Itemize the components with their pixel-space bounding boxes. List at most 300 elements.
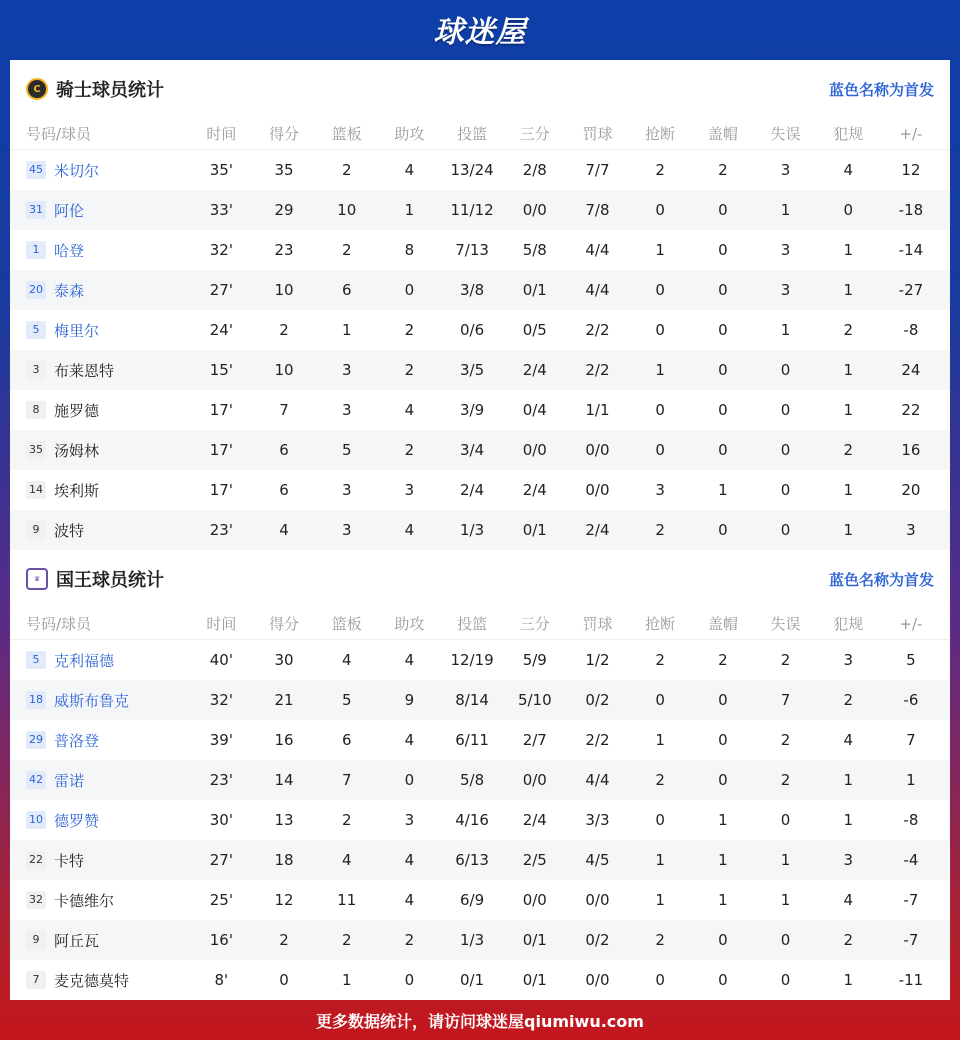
stat-cell: 11	[337, 891, 357, 909]
stats-panel	[10, 60, 950, 1000]
stat-cell: 1	[780, 851, 791, 869]
stat-cell: 2/4	[585, 521, 610, 539]
stat-cell: 0	[404, 281, 415, 299]
stat-cell: -14	[898, 241, 924, 259]
stat-cell: 4	[843, 161, 853, 179]
stat-cell: 13/24	[450, 161, 494, 179]
player-row[interactable]	[10, 150, 950, 190]
stat-cell: 7/7	[585, 161, 610, 179]
player-row[interactable]	[10, 310, 950, 350]
jersey-number-badge: 18	[26, 691, 46, 709]
stat-cell: 2	[718, 651, 728, 669]
stat-cell: 5	[906, 651, 916, 669]
stat-cell: 1	[843, 281, 853, 299]
stat-cell: 10	[337, 201, 357, 219]
player-row[interactable]	[10, 190, 950, 230]
team-title: 骑士球员统计	[56, 80, 164, 101]
stat-cell: 1	[718, 481, 728, 499]
stat-cell: 32'	[209, 691, 233, 709]
stat-cell: 2	[843, 321, 853, 339]
stat-cell: 1	[780, 891, 791, 909]
stat-cell: 24	[901, 361, 921, 379]
stat-cell: 0	[780, 481, 791, 499]
stat-cell: 1/3	[460, 521, 485, 539]
stat-cell: 2/4	[460, 481, 485, 499]
stat-cell: 1	[780, 321, 791, 339]
stat-cell: 7/8	[585, 201, 610, 219]
player-row[interactable]	[10, 760, 950, 800]
cavaliers-logo-icon: C	[26, 78, 48, 100]
stat-cell: 3/8	[460, 281, 485, 299]
stat-cell: 0/0	[522, 201, 547, 219]
jersey-number-badge: 3	[26, 361, 46, 379]
stat-cell: 2/4	[522, 811, 547, 829]
stat-cell: 3	[780, 281, 791, 299]
stat-cell: 3	[404, 481, 415, 499]
stat-cell: 7/13	[455, 241, 489, 259]
stat-cell: 0	[780, 521, 791, 539]
stat-cell: 3	[341, 361, 352, 379]
player-row[interactable]	[10, 840, 950, 880]
stat-cell: 0	[843, 201, 853, 219]
team-header	[10, 550, 950, 608]
stat-cell: 0	[655, 401, 665, 419]
stat-cell: 1	[843, 481, 853, 499]
column-header[interactable]: 失误	[770, 615, 801, 633]
stat-cell: 1/3	[460, 931, 485, 949]
player-row[interactable]	[10, 510, 950, 550]
player-name: 布莱恩特	[54, 361, 115, 380]
column-header[interactable]: 助攻	[394, 125, 425, 143]
stat-cell: 1	[341, 971, 352, 989]
stat-cell: 2	[279, 321, 289, 339]
player-cell	[10, 160, 190, 181]
brand-header	[0, 0, 960, 58]
stat-cell: 1	[843, 971, 853, 989]
column-header[interactable]: 三分	[519, 615, 550, 633]
stat-cell: 1	[843, 521, 853, 539]
stat-cell: 4	[404, 651, 415, 669]
player-row[interactable]	[10, 390, 950, 430]
stat-cell: 2/2	[585, 361, 610, 379]
player-row[interactable]	[10, 880, 950, 920]
jersey-number-badge: 14	[26, 481, 46, 499]
stat-cell: 4	[404, 521, 415, 539]
stat-cell: 0	[655, 441, 665, 459]
column-header[interactable]: 罚球	[582, 615, 613, 633]
stat-cell: 0/5	[522, 321, 547, 339]
column-header[interactable]: 盖帽	[707, 615, 738, 633]
jersey-number-badge: 45	[26, 161, 46, 179]
player-cell	[10, 200, 190, 221]
stat-cell: 2	[341, 811, 352, 829]
stat-cell: 0	[780, 811, 791, 829]
player-row[interactable]	[10, 230, 950, 270]
stat-cell: 5	[341, 441, 352, 459]
stat-cell: 4	[404, 401, 415, 419]
stat-cell: 2	[404, 361, 415, 379]
column-header[interactable]: 抢断	[645, 615, 676, 633]
column-header[interactable]: 罚球	[582, 125, 613, 143]
stat-cell: 1	[341, 321, 352, 339]
player-name: 卡特	[54, 851, 85, 870]
stat-cell: 3	[780, 241, 791, 259]
stat-cell: 5/8	[460, 771, 485, 789]
stat-cell: 13	[274, 811, 294, 829]
player-row[interactable]	[10, 470, 950, 510]
jersey-number-badge: 10	[26, 811, 46, 829]
player-name[interactable]: 泰森	[54, 281, 85, 300]
stat-cell: 10	[274, 361, 294, 379]
stat-cell: 2	[780, 771, 791, 789]
stat-cell: 1	[718, 811, 728, 829]
stat-cell: -8	[903, 321, 919, 339]
stat-cell: 2	[843, 931, 853, 949]
stat-cell: 0	[718, 521, 728, 539]
stat-cell: 0/1	[460, 971, 485, 989]
player-row[interactable]	[10, 350, 950, 390]
stat-cell: 0/2	[585, 931, 610, 949]
player-row[interactable]	[10, 640, 950, 680]
stat-cell: 9	[404, 691, 415, 709]
stat-cell: 10	[274, 281, 294, 299]
stat-cell: 16	[274, 731, 294, 749]
stat-cell: 14	[274, 771, 294, 789]
player-cell	[10, 480, 190, 501]
stat-cell: 29	[274, 201, 294, 219]
player-name: 汤姆林	[54, 441, 100, 460]
player-cell	[10, 930, 190, 951]
stat-cell: 0	[718, 281, 728, 299]
stat-cell: 3	[843, 651, 853, 669]
column-header[interactable]: 得分	[269, 615, 300, 633]
stat-cell: 0	[718, 691, 728, 709]
stat-cell: 3/9	[460, 401, 485, 419]
stat-cell: 3	[655, 481, 665, 499]
column-header[interactable]: 投篮	[457, 125, 488, 143]
player-name: 麦克德莫特	[54, 971, 130, 990]
stat-cell: 4/16	[455, 811, 489, 829]
stat-cell: 3/3	[585, 811, 610, 829]
jersey-number-badge: 9	[26, 931, 46, 949]
stat-cell: 2/4	[522, 361, 547, 379]
stat-cell: 7	[906, 731, 916, 749]
player-name[interactable]: 克利福德	[54, 651, 115, 670]
stat-cell: 8	[404, 241, 415, 259]
column-header[interactable]: +/-	[899, 124, 923, 143]
team-title: 国王球员统计	[56, 570, 164, 591]
stat-cell: 0	[718, 771, 728, 789]
stat-cell: 5/9	[522, 651, 547, 669]
stat-cell: -7	[903, 931, 919, 949]
jersey-number-badge: 1	[26, 241, 46, 259]
stat-cell: 0	[718, 731, 728, 749]
stat-cell: 3/4	[460, 441, 485, 459]
stat-cell: 4	[404, 891, 415, 909]
stat-cell: 4	[341, 651, 352, 669]
stat-cell: 4	[843, 731, 853, 749]
stat-cell: 0	[718, 971, 728, 989]
stat-cell: 0	[718, 441, 728, 459]
stat-cell: 4	[341, 851, 352, 869]
stat-cell: 2/5	[522, 851, 547, 869]
kings-logo-icon: ♛	[26, 568, 48, 590]
stat-cell: 1/2	[585, 651, 610, 669]
stat-cell: 6/13	[455, 851, 489, 869]
jersey-number-badge: 35	[26, 441, 46, 459]
column-header-row	[10, 608, 950, 640]
stat-cell: 0	[718, 931, 728, 949]
stat-cell: 0	[718, 241, 728, 259]
stat-cell: 5	[341, 691, 352, 709]
stat-cell: 17'	[209, 441, 233, 459]
stat-cell: 2	[655, 651, 665, 669]
stat-cell: 4/4	[585, 771, 610, 789]
column-header[interactable]: 犯规	[833, 125, 864, 143]
stat-cell: -4	[903, 851, 919, 869]
stat-cell: 3	[906, 521, 916, 539]
stat-cell: 2	[780, 731, 791, 749]
player-name[interactable]: 普洛登	[54, 731, 100, 750]
column-header[interactable]: 得分	[269, 125, 300, 143]
stat-cell: 16	[901, 441, 921, 459]
stat-cell: 1/1	[585, 401, 610, 419]
stat-cell: 12	[901, 161, 921, 179]
stat-cell: 0	[780, 441, 791, 459]
stat-cell: 12	[274, 891, 294, 909]
stat-cell: 4	[843, 891, 853, 909]
stat-cell: 0/1	[522, 521, 547, 539]
player-row[interactable]	[10, 920, 950, 960]
player-name: 施罗德	[54, 401, 100, 420]
stat-cell: 4	[404, 851, 415, 869]
stat-cell: 0/2	[585, 691, 610, 709]
jersey-number-badge: 7	[26, 971, 46, 989]
stat-cell: 2	[718, 161, 728, 179]
column-header[interactable]: 助攻	[394, 615, 425, 633]
stat-cell: 3	[341, 401, 352, 419]
stat-cell: 0	[655, 691, 665, 709]
column-header[interactable]: 时间	[206, 615, 237, 633]
player-row[interactable]	[10, 720, 950, 760]
player-cell	[10, 440, 190, 461]
stat-cell: 30'	[209, 811, 233, 829]
player-cell	[10, 810, 190, 831]
stat-cell: 2/2	[585, 321, 610, 339]
stat-cell: 1	[655, 731, 665, 749]
stat-cell: 2/8	[522, 161, 547, 179]
column-header[interactable]: 投篮	[457, 615, 488, 633]
stat-cell: 0/6	[460, 321, 485, 339]
stat-cell: 1	[843, 361, 853, 379]
player-row[interactable]	[10, 270, 950, 310]
column-header[interactable]: 篮板	[331, 615, 362, 633]
column-header[interactable]: 号码/球员	[26, 125, 92, 143]
column-header[interactable]: 抢断	[645, 125, 676, 143]
stat-cell: 1	[718, 851, 728, 869]
stat-cell: 17'	[209, 401, 233, 419]
column-header[interactable]: 犯规	[833, 615, 864, 633]
stat-cell: 4/4	[585, 241, 610, 259]
stat-cell: 2/4	[522, 481, 547, 499]
starter-legend-note: 蓝色名称为首发	[828, 570, 934, 589]
stat-cell: 0	[718, 401, 728, 419]
jersey-number-badge: 9	[26, 521, 46, 539]
stat-cell: 30	[274, 651, 294, 669]
player-row[interactable]	[10, 430, 950, 470]
player-cell	[10, 360, 190, 381]
stat-cell: 23	[274, 241, 294, 259]
jersey-number-badge: 5	[26, 651, 46, 669]
stat-cell: 8/14	[455, 691, 489, 709]
stat-cell: 11/12	[450, 201, 494, 219]
team-header	[10, 60, 950, 118]
stat-cell: 1	[780, 201, 791, 219]
stat-cell: 22	[901, 401, 921, 419]
footer-banner[interactable]: 更多数据统计，请访问球迷屋qiumiwu.com	[316, 1011, 644, 1031]
stat-cell: 2	[279, 931, 289, 949]
column-header[interactable]: 失误	[770, 125, 801, 143]
stat-cell: 1	[843, 401, 853, 419]
stat-cell: -27	[898, 281, 924, 299]
column-header[interactable]: 篮板	[331, 125, 362, 143]
stat-cell: 2	[655, 931, 665, 949]
stat-cell: 6	[341, 731, 352, 749]
stat-cell: 6	[341, 281, 352, 299]
stat-cell: 3	[843, 851, 853, 869]
stat-cell: 8'	[214, 971, 229, 989]
stat-cell: 1	[718, 891, 728, 909]
stat-cell: 5/10	[517, 691, 552, 709]
player-name: 阿丘瓦	[54, 931, 100, 950]
stat-cell: 12/19	[450, 651, 494, 669]
stat-cell: 7	[341, 771, 352, 789]
column-header[interactable]: 时间	[206, 125, 237, 143]
stat-cell: -6	[903, 691, 919, 709]
player-cell	[10, 400, 190, 421]
stat-cell: 15'	[209, 361, 233, 379]
stat-cell: 2	[404, 321, 415, 339]
column-header-row	[10, 118, 950, 150]
stat-cell: 23'	[209, 771, 233, 789]
stat-cell: 6	[279, 481, 289, 499]
stat-cell: 25'	[209, 891, 233, 909]
stat-cell: 35	[274, 161, 294, 179]
player-cell	[10, 240, 190, 261]
stat-cell: 0	[655, 321, 665, 339]
stat-cell: 23'	[209, 521, 233, 539]
player-name[interactable]: 米切尔	[54, 161, 100, 180]
starter-legend-note: 蓝色名称为首发	[828, 80, 934, 99]
stat-cell: 6	[279, 441, 289, 459]
player-name[interactable]: 德罗赞	[54, 811, 100, 830]
stat-cell: -18	[898, 201, 924, 219]
stat-cell: 3/5	[460, 361, 485, 379]
stat-cell: 0	[655, 811, 665, 829]
stat-cell: 39'	[209, 731, 233, 749]
stat-cell: 0	[404, 771, 415, 789]
jersey-number-badge: 8	[26, 401, 46, 419]
player-name: 埃利斯	[54, 481, 100, 500]
stat-cell: 0/0	[522, 771, 547, 789]
player-name[interactable]: 威斯布鲁克	[54, 691, 130, 710]
player-cell	[10, 320, 190, 341]
column-header[interactable]: +/-	[899, 614, 923, 633]
stat-cell: 0	[404, 971, 415, 989]
stat-cell: 27'	[209, 281, 233, 299]
jersey-number-badge: 20	[26, 281, 46, 299]
stat-cell: 0	[655, 971, 665, 989]
player-row[interactable]	[10, 800, 950, 840]
stat-cell: 4	[404, 161, 415, 179]
kings-section	[10, 550, 950, 1000]
player-row[interactable]	[10, 960, 950, 1000]
stat-cell: 3	[341, 481, 352, 499]
stat-cell: 1	[843, 771, 853, 789]
stat-cell: 2/7	[522, 731, 547, 749]
stat-cell: 33'	[209, 201, 233, 219]
stat-cell: 0	[655, 201, 665, 219]
stat-cell: 0/0	[585, 971, 610, 989]
column-header[interactable]: 三分	[519, 125, 550, 143]
stat-cell: 4/5	[585, 851, 610, 869]
stat-cell: 4/4	[585, 281, 610, 299]
stat-cell: 0/0	[522, 441, 547, 459]
player-name: 卡德维尔	[54, 891, 115, 910]
player-row[interactable]	[10, 680, 950, 720]
stat-cell: 0	[718, 201, 728, 219]
stat-cell: 1	[404, 201, 415, 219]
player-name: 波特	[54, 521, 85, 540]
player-name[interactable]: 雷诺	[54, 771, 85, 790]
player-cell	[10, 850, 190, 871]
stat-cell: 1	[655, 851, 665, 869]
stat-cell: 20	[901, 481, 921, 499]
stat-cell: 2	[655, 521, 665, 539]
stat-cell: 7	[279, 401, 289, 419]
stat-cell: 0	[279, 971, 289, 989]
stat-cell: 24'	[209, 321, 233, 339]
jersey-number-badge: 29	[26, 731, 46, 749]
stat-cell: 3	[341, 521, 352, 539]
column-header[interactable]: 盖帽	[707, 125, 738, 143]
player-cell	[10, 650, 190, 671]
player-name[interactable]: 阿伦	[54, 201, 85, 220]
stat-cell: 35'	[209, 161, 233, 179]
stat-cell: 2	[341, 161, 352, 179]
stat-cell: 5/8	[522, 241, 547, 259]
column-header[interactable]: 号码/球员	[26, 615, 92, 633]
stat-cell: 0/0	[585, 441, 610, 459]
brand-logo: 球迷屋	[433, 15, 527, 50]
stat-cell: 7	[780, 691, 791, 709]
player-cell	[10, 690, 190, 711]
stat-cell: 0/4	[522, 401, 547, 419]
stat-cell: 1	[906, 771, 916, 789]
jersey-number-badge: 32	[26, 891, 46, 909]
stat-cell: 40'	[209, 651, 233, 669]
stat-cell: 16'	[209, 931, 233, 949]
stat-cell: 2	[780, 651, 791, 669]
stat-cell: 0	[655, 281, 665, 299]
stat-cell: 0	[780, 971, 791, 989]
stat-cell: 3	[404, 811, 415, 829]
stat-cell: -8	[903, 811, 919, 829]
player-name[interactable]: 梅里尔	[54, 321, 100, 340]
stat-cell: 4	[404, 731, 415, 749]
player-name[interactable]: 哈登	[54, 241, 85, 260]
jersey-number-badge: 42	[26, 771, 46, 789]
